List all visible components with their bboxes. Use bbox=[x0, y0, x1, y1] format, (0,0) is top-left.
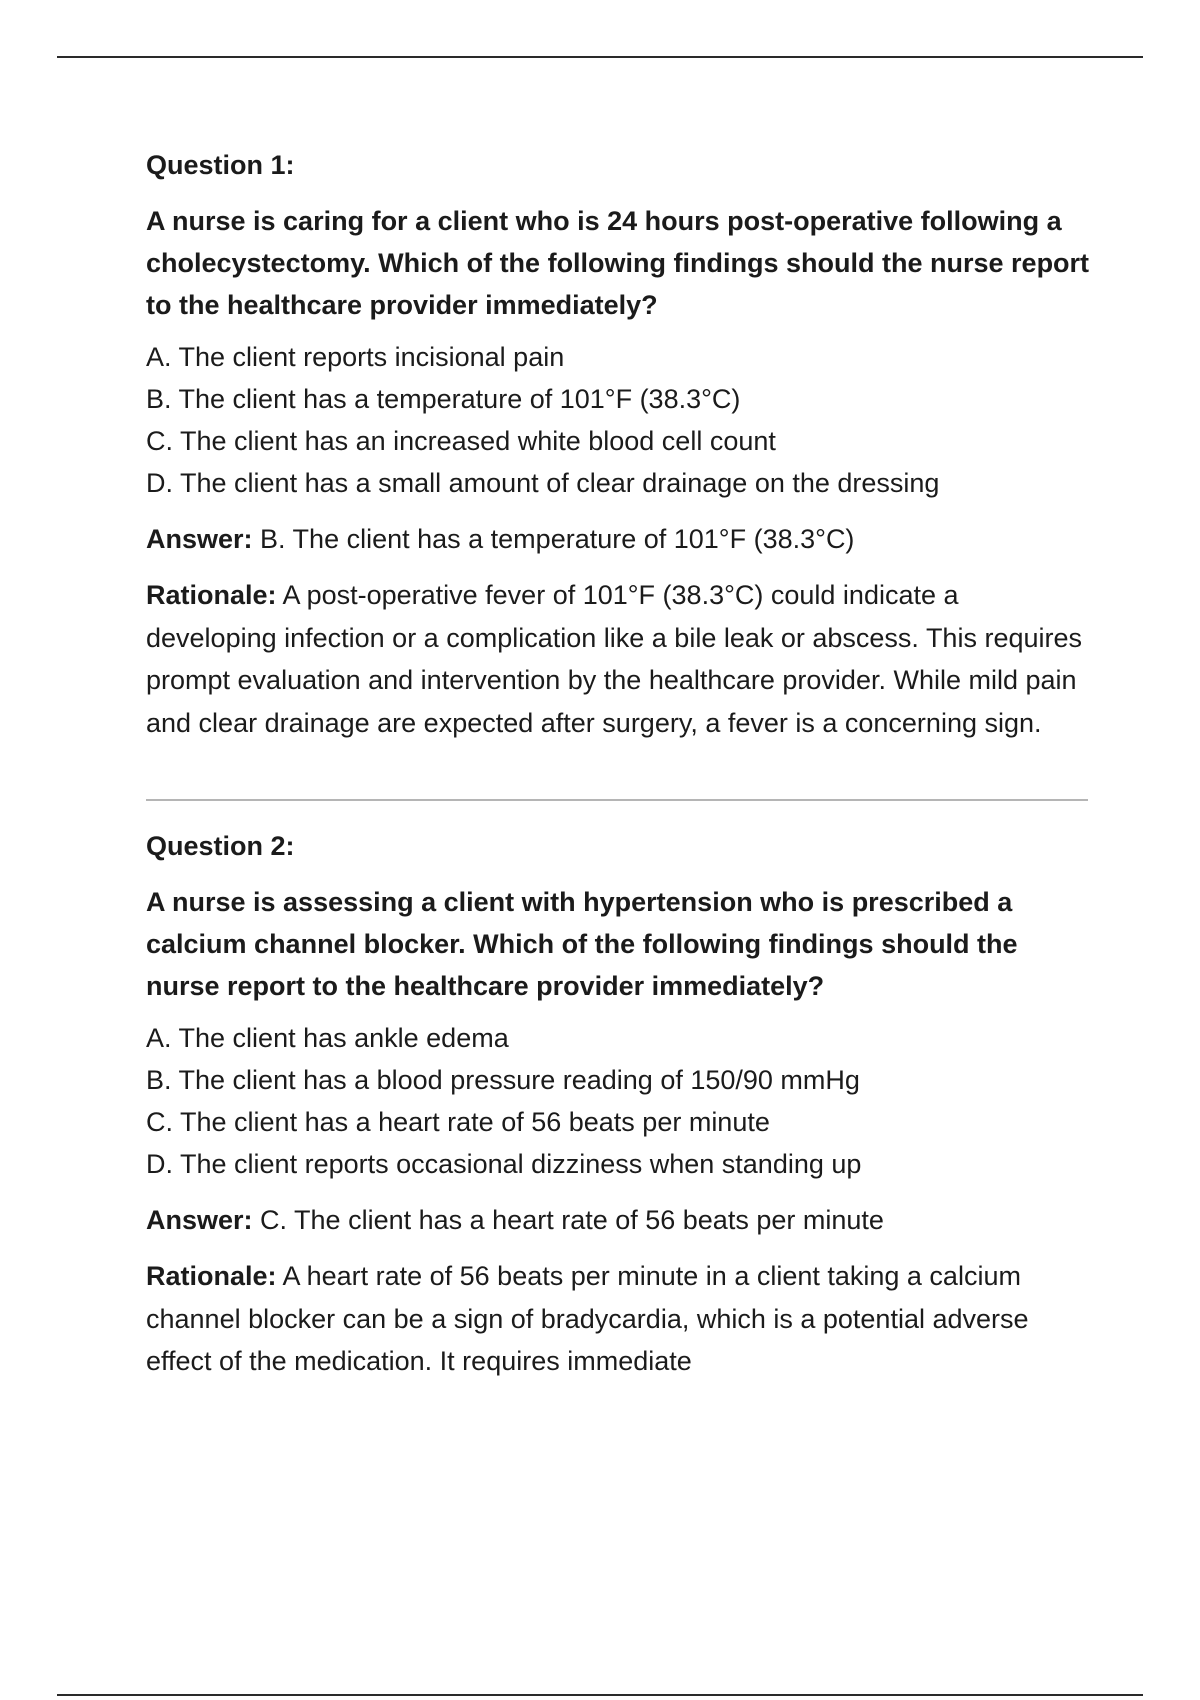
page-top-rule bbox=[57, 56, 1143, 58]
question-1 bbox=[146, 148, 1096, 744]
option-a: A. The client reports incisional pain bbox=[146, 342, 565, 372]
answer-options bbox=[146, 1017, 1096, 1185]
answer-label: Answer: bbox=[146, 524, 253, 554]
option-b: B. The client has a temperature of 101°F (38.3°C) bbox=[146, 384, 741, 414]
question-2 bbox=[146, 829, 1096, 1383]
answer bbox=[146, 518, 1096, 560]
answer-text: B. The client has a temperature of 101°F (38.3°C) bbox=[252, 524, 855, 554]
answer-options bbox=[146, 336, 1096, 504]
answer-text: C. The client has a heart rate of 56 beats per minute bbox=[252, 1205, 884, 1235]
rationale bbox=[146, 1255, 1096, 1383]
rationale bbox=[146, 574, 1096, 744]
answer bbox=[146, 1199, 1096, 1241]
question-heading: Question 1: bbox=[146, 150, 295, 180]
option-b: B. The client has a blood pressure reading of 150/90 mmHg bbox=[146, 1065, 860, 1095]
rationale-label: Rationale: bbox=[146, 580, 277, 610]
question-heading: Question 2: bbox=[146, 831, 295, 861]
option-d: D. The client reports occasional dizziness when standing up bbox=[146, 1149, 862, 1179]
rationale-text: A heart rate of 56 beats per minute in a client taking a calcium channel blocker can be a sign of bradycardia, which is a potential adverse effect of the medication. It requires immediate bbox=[146, 1261, 1029, 1376]
page-bottom-rule bbox=[57, 1694, 1143, 1696]
answer-label: Answer: bbox=[146, 1205, 253, 1235]
section-divider bbox=[146, 799, 1088, 801]
option-a: A. The client has ankle edema bbox=[146, 1023, 509, 1053]
rationale-text: A post-operative fever of 101°F (38.3°C) could indicate a developing infection or a complication like a bile leak or abscess. This requires prompt evaluation and intervention by the healthcare provider. While mild pain and clear drainage are expected after surgery, a fever is a concerning sign. bbox=[146, 580, 1082, 738]
question-stem: A nurse is caring for a client who is 24 hours post-operative following a cholecystectomy. Which of the following findings should the nurse report to the healthcare provider immediately? bbox=[146, 206, 1090, 320]
option-d: D. The client has a small amount of clear drainage on the dressing bbox=[146, 468, 940, 498]
question-stem: A nurse is assessing a client with hypertension who is prescribed a calcium channel blocker. Which of the following findings should the nurse report to the healthcare provider immediately? bbox=[146, 887, 1018, 1001]
rationale-label: Rationale: bbox=[146, 1261, 277, 1291]
option-c: C. The client has a heart rate of 56 beats per minute bbox=[146, 1107, 770, 1137]
option-c: C. The client has an increased white blood cell count bbox=[146, 426, 776, 456]
document-body bbox=[146, 148, 1096, 1383]
